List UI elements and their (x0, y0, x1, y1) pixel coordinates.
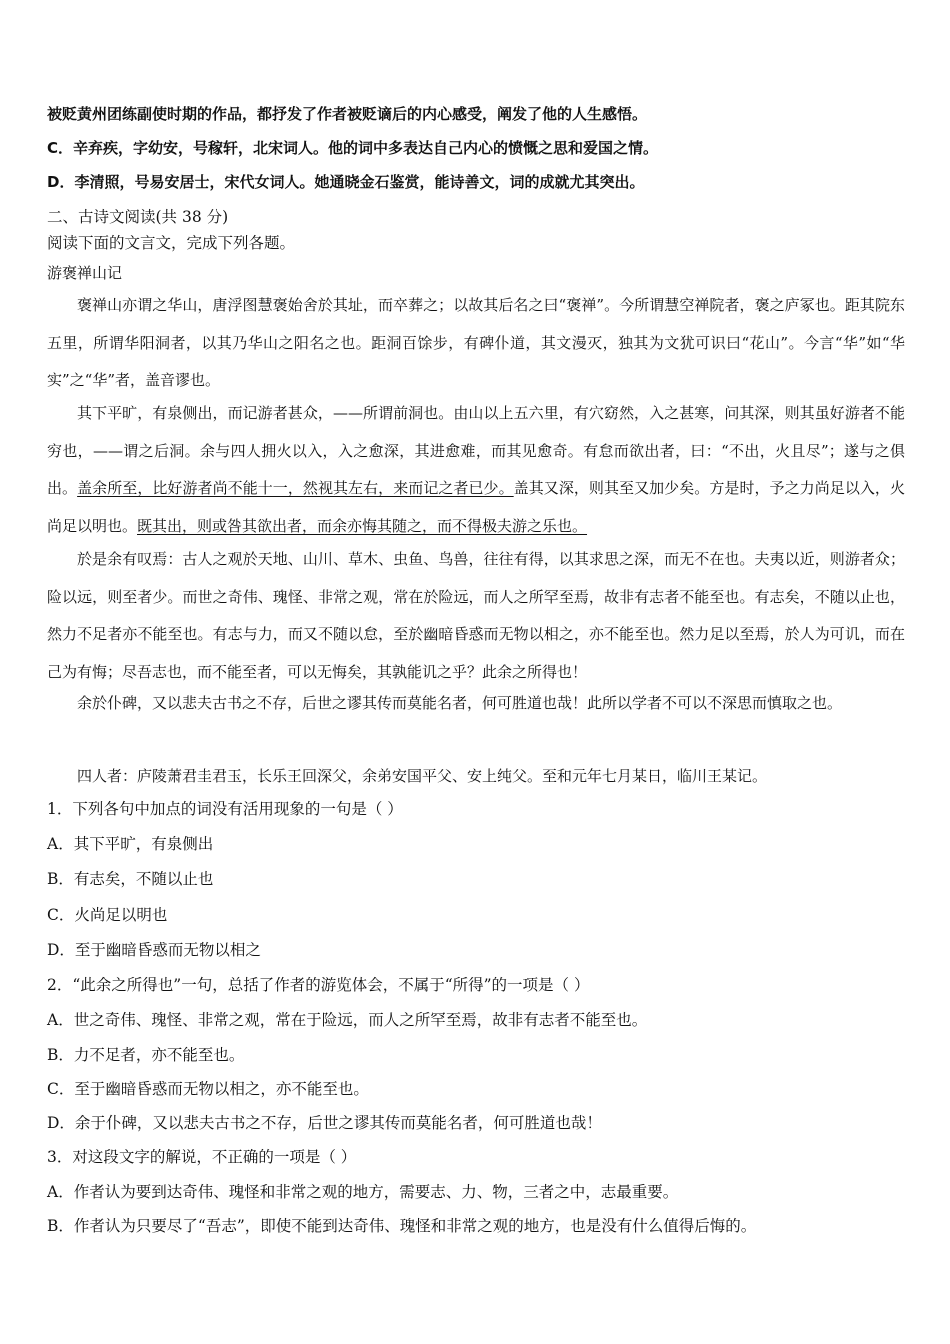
question-1-stem: 1．下列各句中加点的词没有活用现象的一句是（ ） (47, 800, 403, 818)
section-heading: 二、古诗文阅读(共 38 分) (47, 208, 229, 226)
passage-paragraph-1: 褒禅山亦谓之华山，唐浮图慧褒始舍於其址，而卒葬之；以故其后名之曰“褒禅”。今所谓慧空禅院者，褒之庐冢也。距其院东五里，所谓华阳洞者，以其乃华山之阳名之也。距洞百馀步，有碑仆道，其文漫灭，独其为文犹可识曰“花山”。今言“华”如“华实”之“华”者，盖音谬也。 (47, 296, 905, 389)
underlined-sentence-1: 盖余所至，比好游者尚不能十一，然视其左右，来而记之者已少。 (77, 479, 514, 497)
question-3-option-a: A．作者认为要到达奇伟、瑰怪和非常之观的地方，需要志、力、物，三者之中，志最重要。 (47, 1183, 679, 1201)
passage-paragraph-2 (47, 395, 905, 545)
underlined-sentence-2: 既其出，则或咎其欲出者，而余亦悔其随之，而不得极夫游之乐也。 (137, 516, 588, 535)
question-1-option-a: A．其下平旷，有泉侧出 (47, 835, 214, 853)
question-2-stem: 2．“此余之所得也”一句，总括了作者的游览体会，不属于“所得”的一项是（ ） (47, 976, 590, 994)
passage-title: 游褒禅山记 (47, 264, 123, 282)
prev-option-d: D．李清照，号易安居士，宋代女词人。她通晓金石鉴赏，能诗善文，词的成就尤其突出。 (47, 173, 645, 191)
question-3-stem: 3．对这段文字的解说，不正确的一项是（ ） (47, 1148, 357, 1166)
section-instruction: 阅读下面的文言文，完成下列各题。 (47, 234, 296, 252)
prev-option-b-tail: 被贬黄州团练副使时期的作品，都抒发了作者被贬谪后的内心感受，阐发了他的人生感悟。 (47, 105, 648, 123)
question-1-option-b: B．有志矣，不随以止也 (47, 870, 214, 888)
question-1-option-c: C．火尚足以明也 (47, 906, 168, 924)
paragraph-2-text-a: 其下平旷，有泉侧出，而记游者甚众，——所谓前洞也。由山以上五六里，有穴窈然，入之甚寒，问其深，则其虽好游者不能穷也，——谓之后洞。余与四人拥火以入，入之愈深，其进愈难，而其见愈奇。有怠而欲出者，曰：“不出，火且尽”；遂与之俱出。 (47, 404, 905, 497)
question-2-option-b: B．力不足者，亦不能至也。 (47, 1046, 245, 1064)
passage-paragraph-5: 四人者：庐陵萧君圭君玉，长乐王回深父，余弟安国平父、安上纯父。至和元年七月某日，临川王某记。 (77, 767, 768, 785)
question-1-option-d: D．至于幽暗昏惑而无物以相之 (47, 941, 261, 959)
prev-option-c: C．辛弃疾，字幼安，号稼轩，北宋词人。他的词中多表达自己内心的愤慨之思和爱国之情。 (47, 139, 659, 157)
passage-paragraph-4: 余於仆碑，又以悲夫古书之不存，后世之谬其传而莫能名者，何可胜道也哉！此所以学者不可以不深思而慎取之也。 (77, 694, 843, 712)
question-3-option-b: B．作者认为只要尽了“吾志”，即使不能到达奇伟、瑰怪和非常之观的地方，也是没有什么值得后悔的。 (47, 1217, 757, 1235)
paragraph-2-text-b: 盖其又深，则其至又加少矣。方是时，予之力尚足以入，火尚足以明也。 (47, 479, 905, 535)
question-2-option-d: D．余于仆碑，又以悲夫古书之不存，后世之谬其传而莫能名者，何可胜道也哉！ (47, 1114, 602, 1132)
question-2-option-c: C．至于幽暗昏惑而无物以相之，亦不能至也。 (47, 1080, 369, 1098)
passage-paragraph-3: 於是余有叹焉：古人之观於天地、山川、草木、虫鱼、鸟兽，往往有得，以其求思之深，而无不在也。夫夷以近，则游者众；险以远，则至者少。而世之奇伟、瑰怪、非常之观，常在於险远，而人之所罕至焉，故非有志者不能至也。有志矣，不随以止也，然力不足者亦不能至也。有志与力，而又不随以怠，至於幽暗昏惑而无物以相之，亦不能至也。然力足以至焉，於人为可讥，而在己为有悔；尽吾志也，而不能至者，可以无悔矣，其孰能讥之乎？此余之所得也！ (47, 550, 905, 681)
question-2-option-a: A．世之奇伟、瑰怪、非常之观，常在于险远，而人之所罕至焉，故非有志者不能至也。 (47, 1011, 648, 1029)
